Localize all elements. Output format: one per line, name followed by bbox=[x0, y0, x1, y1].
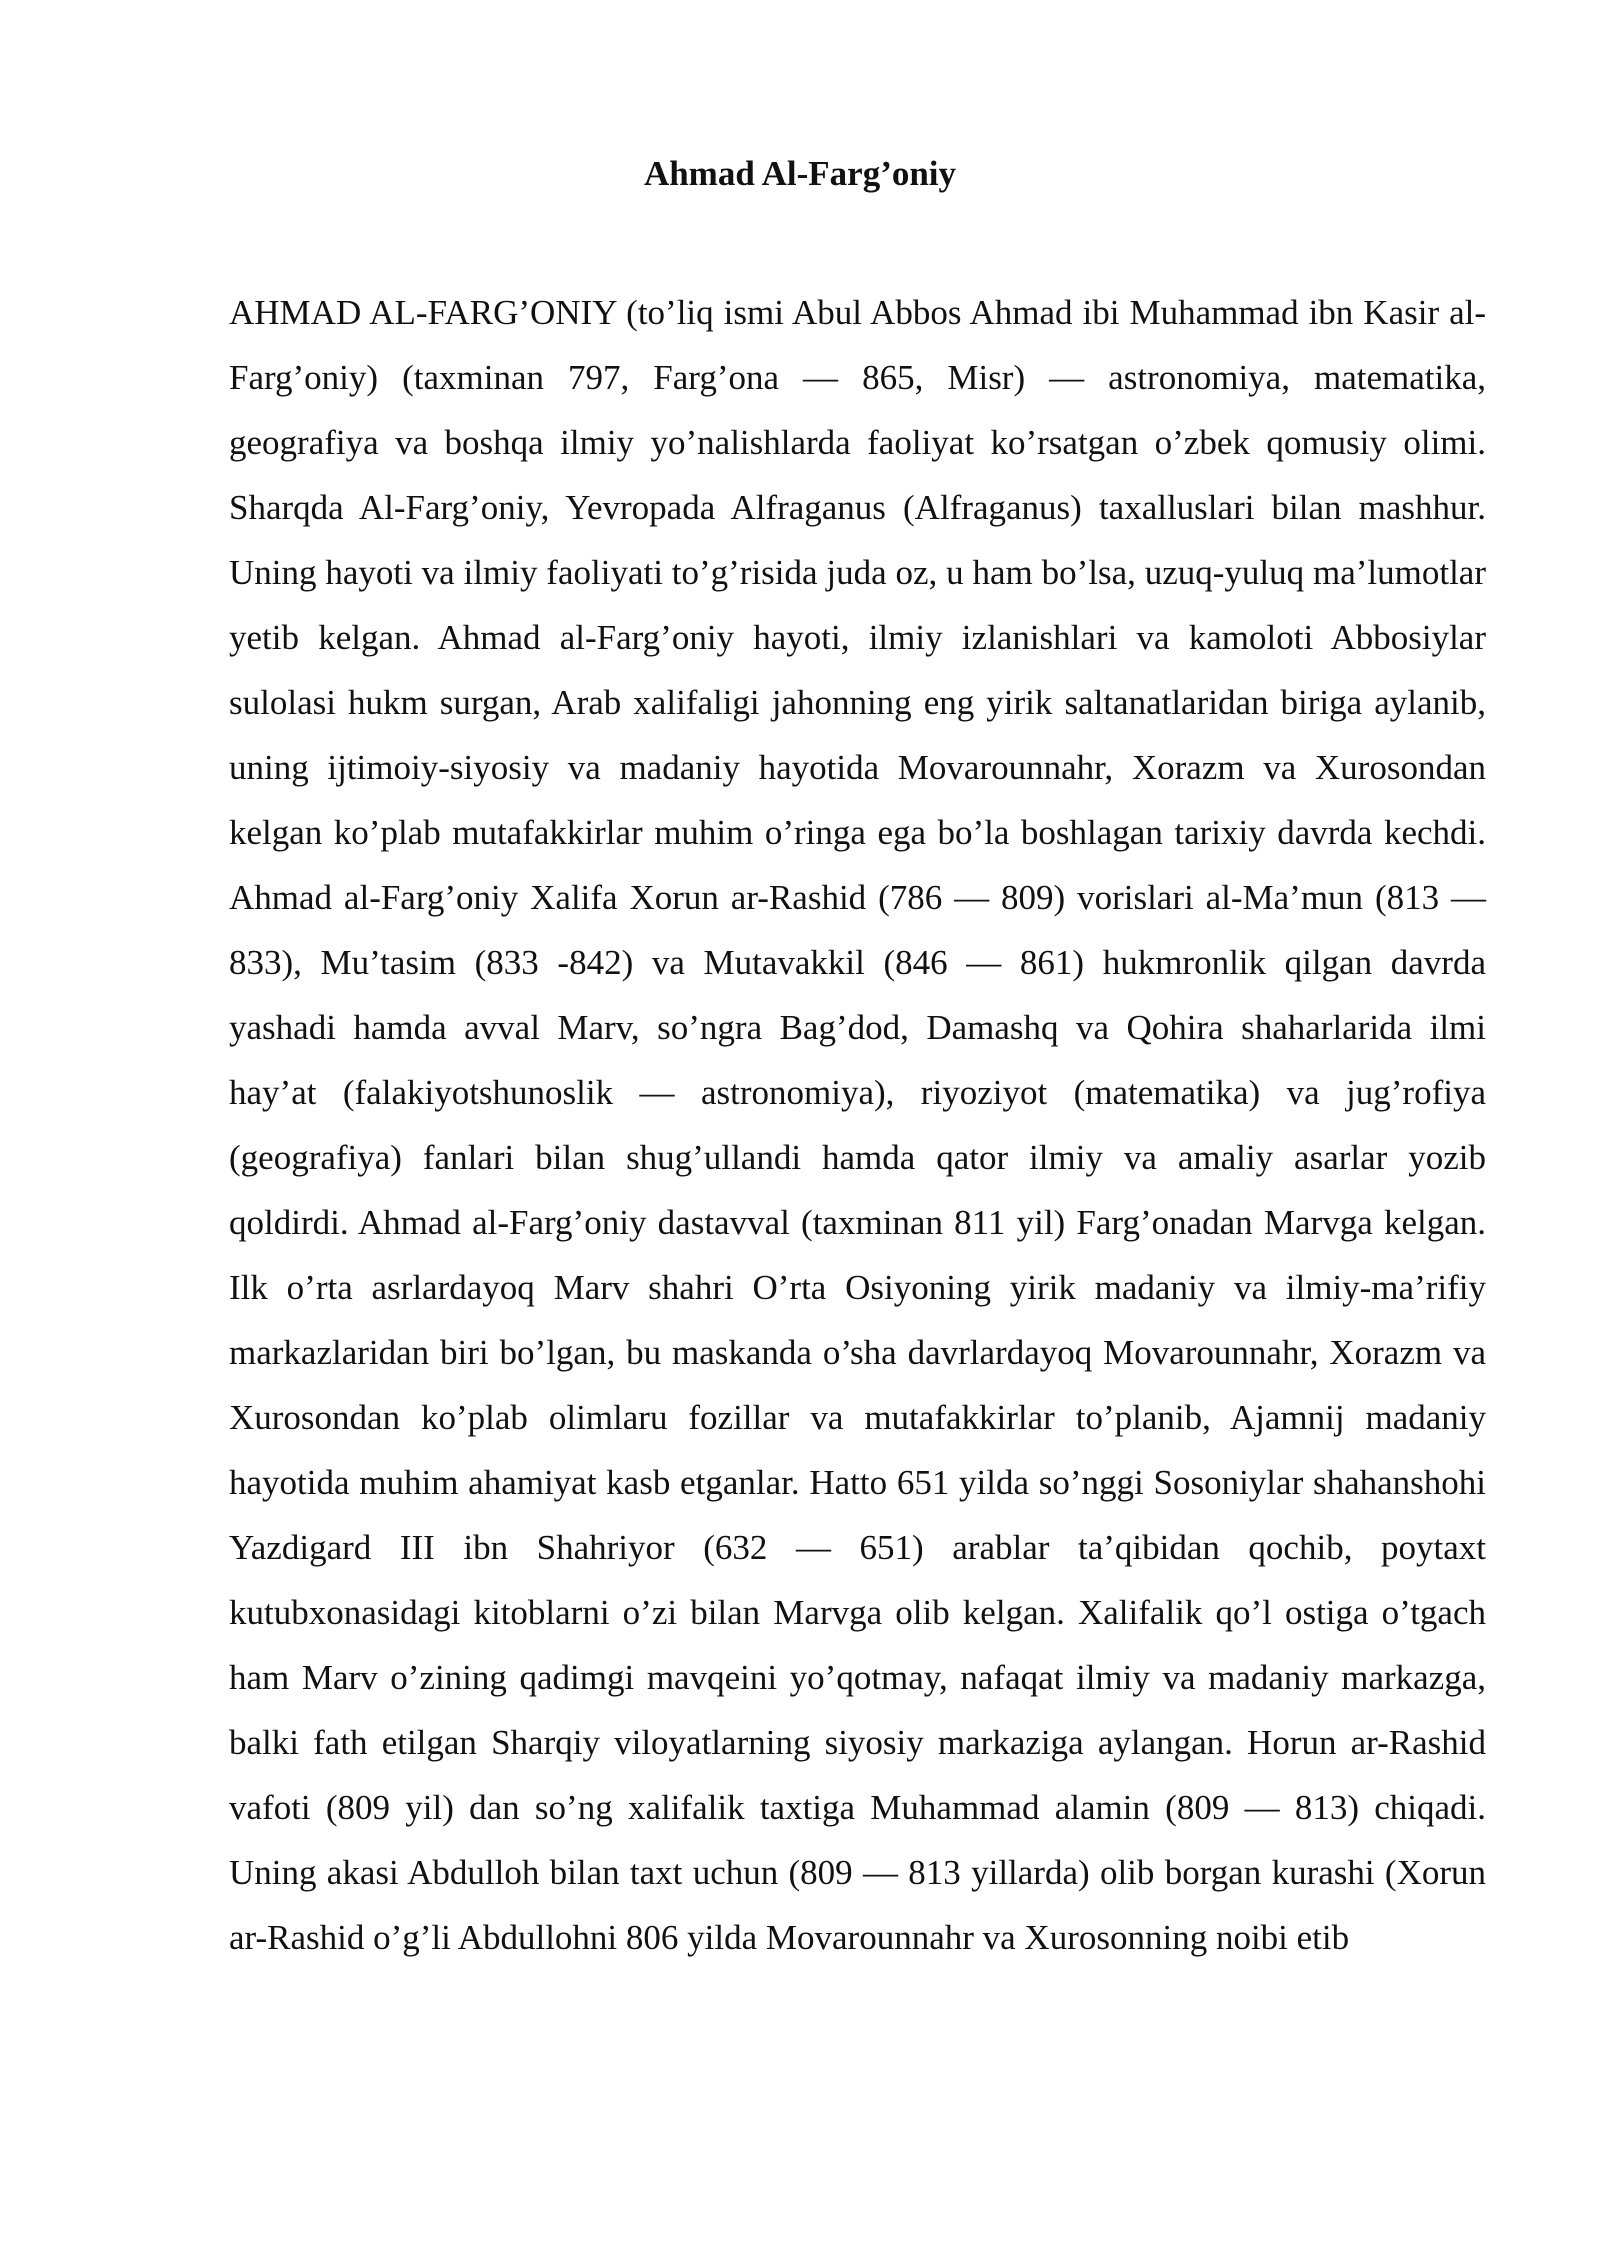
document-title: Ahmad Al-Farg’oniy bbox=[643, 154, 957, 193]
document-body bbox=[229, 280, 1486, 1970]
body-paragraph: AHMAD AL-FARG’ONIY (to’liq ismi Abul Abbos Ahmad ibi Muhammad ibn Kasir al-Farg’oniy) (taxminan 797, Farg’ona — 865, Misr) — astronomiya, matematika, geografiya va boshqa ilmiy yo’nalishlarda faoliyat ko’rsatgan o’zbek qomusiy olimi. Sharqda Al-Farg’oniy, Yevropada Alfraganus (Alfraganus) taxalluslari bilan mashhur. Uning hayoti va ilmiy faoliyati to’g’risida juda oz, u ham bo’lsa, uzuq-yuluq ma’lumotlar yetib kelgan. Ahmad al-Farg’oniy hayoti, ilmiy izlanishlari va kamoloti Abbosiylar sulolasi hukm surgan, Arab xalifaligi jahonning eng yirik saltanatlaridan biriga aylanib, uning ijtimoiy-siyosiy va madaniy hayotida Movarounnahr, Xorazm va Xurosondan kelgan ko’plab mutafakkirlar muhim o’ringa ega bo’la boshlagan tarixiy davrda kechdi. Ahmad al-Farg’oniy Xalifa Xorun ar-Rashid (786 — 809) vorislari al-Ma’mun (813 — 833), Mu’tasim (833 -842) va Mutavakkil (846 — 861) hukmronlik qilgan davrda yashadi hamda avval Marv, so’ngra Bag’dod, Damashq va Qohira shaharlarida ilmi hay’at (falakiyotshunoslik — astronomiya), riyoziyot (matematika) va jug’rofiya (geografiya) fanlari bilan shug’ullandi hamda qator ilmiy va amaliy asarlar yozib qoldirdi. Ahmad al-Farg’oniy dastavval (taxminan 811 yil) Farg’onadan Marvga kelgan. Ilk o’rta asrlardayoq Marv shahri O’rta Osiyoning yirik madaniy va ilmiy-ma’rifiy markazlaridan biri bo’lgan, bu maskanda o’sha davrlardayoq Movarounnahr, Xorazm va Xurosondan ko’plab olimlaru fozillar va mutafakkirlar to’planib, Ajamnij madaniy hayotida muhim ahamiyat kasb etganlar. Hatto 651 yilda so’nggi Sosoniylar shahanshohi Yazdigard III ibn Shahriyor (632 — 651) arablar ta’qibidan qochib, poytaxt kutubxonasidagi kitoblarni o’zi bilan Marvga olib kelgan. Xalifalik qo’l ostiga o’tgach ham Marv o’zining qadimgi mavqeini yo’qotmay, nafaqat ilmiy va madaniy markazga, balki fath etilgan Sharqiy viloyatlarning siyosiy markaziga aylangan. Horun ar-Rashid vafoti (809 yil) dan so’ng xalifalik taxtiga Muhammad alamin (809 — 813) chiqadi. Uning akasi Abdulloh bilan taxt uchun (809 — 813 yillarda) olib borgan kurashi (Xorun ar-Rashid o’g’li Abdullohni 806 yilda Movarounnahr va Xurosonning noibi etib bbox=[229, 293, 1486, 1957]
